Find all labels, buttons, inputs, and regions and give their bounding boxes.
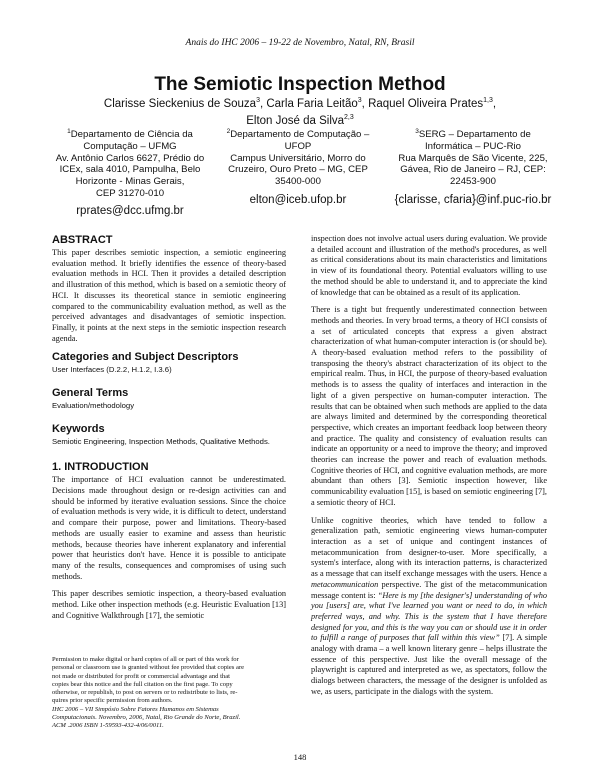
body-paragraph: The importance of HCI evaluation cannot be underestimated. Decisions made throughout design or re-design activities can and should be informed by iterative evaluation sessions. Since the choice of evaluation methods is very wide, it is difficult to detect, understand and compare their purpose, power and limitations. Theory-based methods are usually easier to examine and assess than heuristic methods, because theories have inherent explanatory and inferential power that heuristics don't have. Hence it is possible to anticipate many of the results, consequences and compromises of using such methods. bbox=[52, 475, 286, 581]
affiliation-line: Gávea, Rio de Janeiro – RJ, CEP: bbox=[400, 164, 546, 176]
footnote-line: not made or distributed for profit or commercial advantage and that bbox=[52, 672, 230, 680]
footnote-line: Permission to make digital or hard copies of all or part of this work for bbox=[52, 656, 239, 663]
footnote-venue: IHC 2006 – VII Simpósio Sobre Fatores Humanos em Sistemas bbox=[52, 705, 219, 713]
author-list: Clarisse Sieckenius de Souza$^3$, Carla Faria Leitão$^3$, Raquel Oliveira Prates$^{1,3}$, Elton José da Silva$^{2,3}$ bbox=[103, 97, 497, 127]
general-terms-text: Evaluation/methodology bbox=[52, 401, 135, 411]
body-paragraph: This paper describes semiotic inspection, a theory-based evaluation method. Like other inspection methods (e.g. Heuristic Evaluation [13] and Cognitive Walkthrough [17], the semiotic bbox=[52, 589, 286, 620]
emphasized-term: metacommunication bbox=[311, 579, 379, 589]
body-paragraph: inspection does not involve actual users during evaluation. We provide a detailed account and illustration of the method's procedures, as well as critical considerations about its main characteristics and limitations in view of its foundational theory. Potential evaluators willing to use the method should be able to understand it, and to appreciate the kind of knowledge that can be obtained as a result of its application. bbox=[311, 234, 547, 297]
author-affiliation-mark: 1,3 bbox=[483, 97, 493, 104]
metacommunication-quote: “Here is my [the designer's] understanding of who you [users] are, what I've learned you want or need to do, in which preferred ways, and why. This is the system that I have therefore designed for you, and this is the way you can or should use it in order to fulfill a range of purposes that fall within this view” bbox=[311, 590, 548, 643]
affiliation-line: Rua Marquês de São Vicente, 225, bbox=[398, 152, 548, 164]
author-affiliation-mark: 2,3 bbox=[344, 113, 354, 121]
footnote-isbn: ACM .2006 ISBN 1-59593-432-4/06/0011. bbox=[52, 722, 164, 730]
affiliation-line: Cruzeiro, Ouro Preto – MG, CEP bbox=[228, 164, 368, 176]
affiliation-line: ICEx, sala 4010, Pampulha, Belo bbox=[59, 164, 201, 176]
author-affiliation-mark: 3 bbox=[357, 97, 362, 104]
affiliation-mark: 2 bbox=[226, 128, 231, 135]
right-column bbox=[311, 234, 547, 705]
abstract-text: This paper describes semiotic inspection, a semiotic engineering evaluation method. It briefly identifies the essence of theory-based evaluation methods in HCI. Then it provides a detailed description and illustration of this method, which is based on a semiotic theory of HCI. It discusses its theoretical stance in semiotic engineering compared to the communicability evaluation method, as well as the perceived advantages and disadvantages of semiotic inspection. Finally, it points at the next steps in the semiotic inspection research agenda. bbox=[52, 248, 286, 343]
affiliation-line: Horizonte - Minas Gerais, bbox=[75, 176, 185, 187]
author-affiliation-mark: 3 bbox=[256, 97, 260, 104]
affiliation-mark: 3 bbox=[415, 128, 419, 135]
footnote-line: quires prior specific permission from authors. bbox=[52, 697, 173, 705]
author-email: {clarisse, cfaria}@inf.puc-rio.br bbox=[394, 193, 552, 206]
affiliation-line: 35400-000 bbox=[275, 176, 321, 187]
copyright-footnote bbox=[52, 656, 286, 731]
author-name: Raquel Oliveira Prates bbox=[368, 97, 484, 110]
author-name: Elton José da Silva bbox=[246, 114, 345, 127]
affiliation-line: 22453-900 bbox=[450, 176, 496, 187]
paper-title: The Semiotic Inspection Method bbox=[154, 74, 446, 95]
affiliation-line: Computação – UFMG bbox=[83, 140, 177, 152]
affiliation-line: Campus Universitário, Morro do bbox=[230, 152, 366, 164]
running-head: Anais do IHC 2006 – 19-22 de Novembro, Natal, RN, Brasil bbox=[185, 38, 415, 48]
author-email: rprates@dcc.ufmg.br bbox=[76, 205, 184, 218]
author-name: Clarisse Sieckenius de Souza bbox=[103, 97, 257, 110]
affiliation-line: $^2$Departamento de Computação – bbox=[226, 128, 370, 141]
affiliation-line: $^3$SERG – Departamento de bbox=[415, 128, 531, 141]
affiliation-mark: 1 bbox=[67, 128, 71, 135]
body-paragraph: Unlike cognitive theories, which have tended to follow a generalization path, semiotic engineering views human-computer interaction as a set of unique and contingent instances of metacommunication from designer-to-user. More specifically, a system's interface, along with its interaction patterns, is characterized as a message that can itself exchange messages with the users. Hence a metacommunication perspective. The gist of the metacommunication message content is: “Here is my [the designer's] understanding of who you [users] are, what I've learned you want or need to do, in which preferred ways, and why. This is the system that I have therefore designed for you, and this is the way you can or should use it in order to fulfill a range of purposes that fall within this view” [7]. A simple analogy with drama – a well known literary genre – helps illustrate the essence of this perspective. Just like the overall message of the playwright is captured and interpreted as we, as spectators, follow the dialogs between characters, the message of the designer is unfolded as we, as users, participate in the dialogs with the system. bbox=[311, 515, 548, 696]
keywords-heading: Keywords bbox=[52, 423, 105, 436]
categories-heading: Categories and Subject Descriptors bbox=[52, 351, 239, 364]
left-column bbox=[52, 234, 286, 628]
affiliation-line: UFOP bbox=[284, 140, 312, 152]
affiliation-block bbox=[50, 126, 210, 218]
general-terms-heading: General Terms bbox=[52, 387, 129, 400]
abstract-heading: ABSTRACT bbox=[52, 234, 113, 246]
author-name: Carla Faria Leitão bbox=[266, 97, 358, 110]
page-number: 148 bbox=[293, 752, 307, 762]
keywords-text: Semiotic Engineering, Inspection Methods, Qualitative Methods. bbox=[52, 437, 270, 447]
affiliation-line: Informática – PUC-Rio bbox=[425, 140, 521, 152]
affiliation-line: Av. Antônio Carlos 6627, Prédio do bbox=[55, 152, 205, 164]
affiliation-block bbox=[222, 126, 374, 206]
footnote-line: otherwise, or republish, to post on servers or to redistribute to lists, re- bbox=[52, 689, 238, 697]
categories-text: User Interfaces (D.2.2, H.1.2, I.3.6) bbox=[52, 365, 172, 375]
footnote-line: personal or classroom use is granted without fee provided that copies are bbox=[52, 664, 245, 672]
affiliation-line: CEP 31270-010 bbox=[95, 187, 165, 199]
affiliation-line: $^1$Departamento de Ciência da bbox=[67, 128, 193, 141]
affiliation-block bbox=[382, 126, 564, 206]
introduction-heading: 1. INTRODUCTION bbox=[52, 461, 149, 474]
body-paragraph: There is a tight but frequently underestimated connection between methods and theories. In very broad terms, a theory of HCI consists of a set of articulated concepts that express a given abstract characterization of what human-computer interaction is (or should be). A theory-based evaluation method refers to the possibility of transposing the theory's abstract characterization of its object to the empirical realm. Thus, in HCI, the purpose of theory-based evaluation methods is to assess the quality of interfaces and interaction in the light of a given perspective on human-computer interaction. The results that can be obtained when such methods are applied to the data are always limited and determined by the corresponding theoretical perspective, which creates an important feedback loop between theory and practice. The quality and consistency of evaluation results can indicate an opportunity or a need to improve the theory; and improved theories can increase the power and reach of evaluation methods. Cognitive theories of HCI, and cognitive evaluation methods, are more abundant than others [3]. Semiotic inspection however, like communicability evaluation [15], is based on semiotic engineering [7], a semiotic theory of HCI. bbox=[311, 305, 547, 507]
author-email: elton@iceb.ufop.br bbox=[249, 193, 347, 206]
footnote-venue: Computacionais. Novembro, 2006, Natal, Rio Grande do Norte, Brazil. bbox=[52, 714, 241, 722]
footnote-line: copies bear this notice and the full citation on the first page. To copy bbox=[52, 680, 233, 688]
